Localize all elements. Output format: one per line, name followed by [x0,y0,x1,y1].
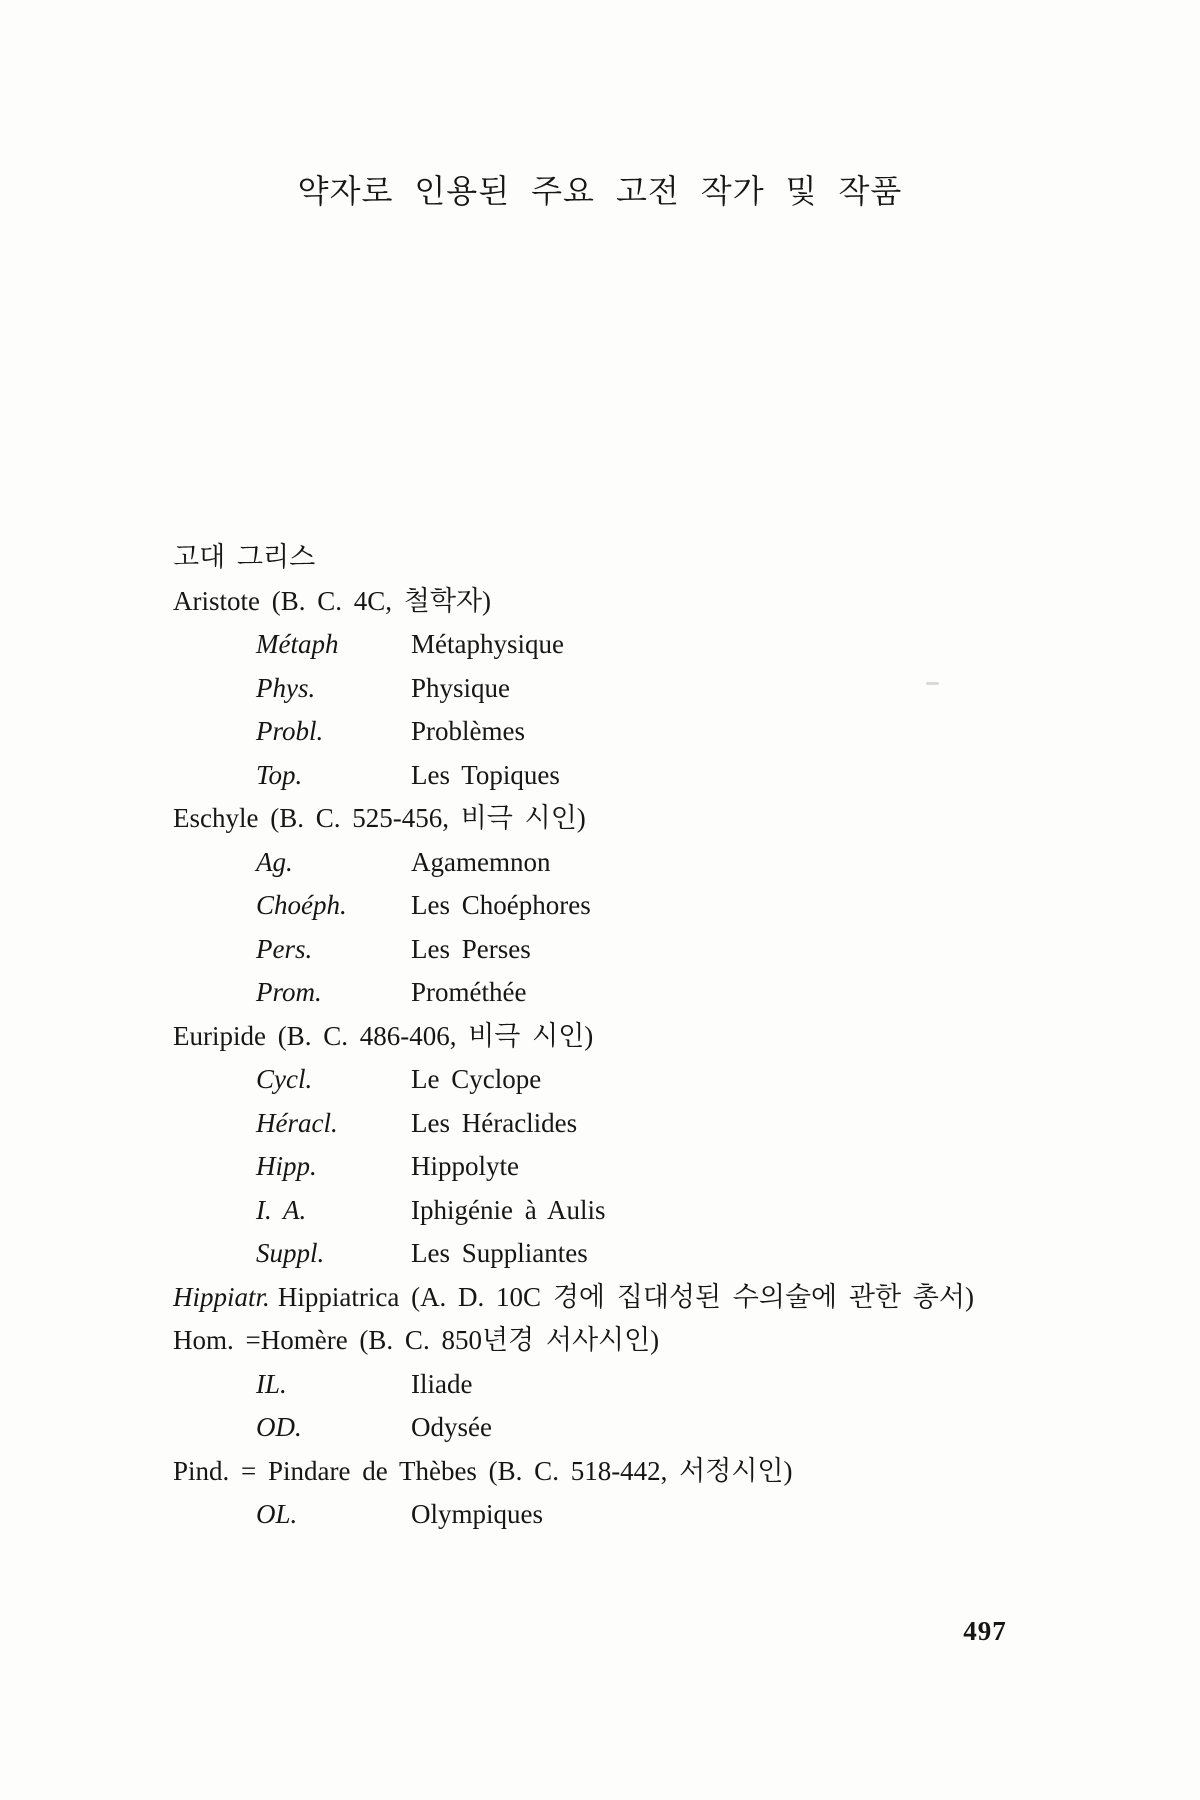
entry-abbreviation: Cycl. [256,1064,313,1094]
entry-abbreviation: Héracl. [256,1107,338,1138]
author-text: Pind. = Pindare de Thèbes (B. C. 518-442, 서정시인) [173,1455,793,1486]
author-text: Hom. =Homère (B. C. 850년경 서사시인) [173,1325,660,1355]
abbreviation-entry [173,710,1053,754]
author-abbreviation: Hippiatr. [173,1281,270,1312]
entry-abbreviation: Ag. [256,846,293,877]
entry-abbreviation: Pers. [256,933,313,964]
entry-work-title: Problèmes [411,716,525,746]
author-line [173,1015,1053,1059]
abbreviation-entry [173,1189,1053,1233]
entry-abbreviation: I. A. [256,1194,307,1225]
entry-abbreviation: IL. [256,1368,287,1399]
abbreviation-entry [173,1058,1053,1102]
abbreviation-entry [173,623,1053,667]
abbreviation-entry [173,667,1053,711]
entry-work-title: Les Perses [411,933,531,964]
abbreviation-entry [173,971,1053,1015]
author-text: Eschyle (B. C. 525-456, 비극 시인) [173,803,586,833]
entry-work-title: Odysée [411,1412,492,1442]
entry-work-title: Métaphysique [411,629,564,659]
abbreviation-entry [173,884,1053,928]
entry-work-title: Les Suppliantes [411,1238,588,1268]
author-line [173,580,1053,624]
abbreviation-list [173,536,1053,1537]
entry-abbreviation: Top. [256,759,303,790]
abbreviation-entry [173,1232,1053,1276]
entry-work-title: Olympiques [411,1499,543,1529]
entry-abbreviation: OD. [256,1412,302,1442]
abbreviation-entry [173,928,1053,972]
abbreviation-entry [173,754,1053,798]
abbreviation-entry [173,1406,1053,1450]
entry-abbreviation: Hipp. [256,1151,317,1181]
entry-work-title: Agamemnon [411,846,551,877]
section-heading-text: 고대 그리스 [173,542,316,572]
entry-abbreviation: Phys. [256,672,316,703]
author-line [173,1319,1053,1363]
section-heading [173,536,1053,580]
entry-abbreviation: Choéph. [256,890,347,920]
entry-work-title: Les Topiques [411,759,560,790]
entry-work-title: Iphigénie à Aulis [411,1194,606,1225]
abbreviation-entry [173,841,1053,885]
abbreviation-entry [173,1102,1053,1146]
author-line-hippiatrica [173,1276,1053,1320]
author-line [173,797,1053,841]
page-title: 약자로 인용된 주요 고전 작가 및 작품 [297,173,903,209]
abbreviation-entry [173,1145,1053,1189]
author-text: Hippiatrica (A. D. 10C 경에 집대성된 수의술에 관한 총서) [277,1281,974,1312]
entry-work-title: Prométhée [411,977,527,1007]
entry-work-title: Physique [411,672,511,703]
entry-abbreviation: Probl. [256,716,324,746]
entry-abbreviation: Prom. [256,977,322,1007]
entry-work-title: Hippolyte [411,1151,519,1181]
entry-abbreviation: Métaph [256,629,339,659]
page-number: 497 [963,1616,1007,1646]
entry-work-title: Iliade [411,1368,473,1399]
entry-abbreviation: Suppl. [256,1238,325,1268]
entry-work-title: Les Choéphores [411,890,591,920]
author-text: Euripide (B. C. 486-406, 비극 시인) [173,1020,594,1051]
entry-abbreviation: OL. [256,1499,298,1529]
entry-work-title: Le Cyclope [411,1064,542,1094]
author-line [173,1450,1053,1494]
author-text: Aristote (B. C. 4C, 철학자) [173,585,491,616]
abbreviation-entry [173,1493,1053,1537]
entry-work-title: Les Héraclides [411,1107,578,1138]
abbreviation-entry [173,1363,1053,1407]
